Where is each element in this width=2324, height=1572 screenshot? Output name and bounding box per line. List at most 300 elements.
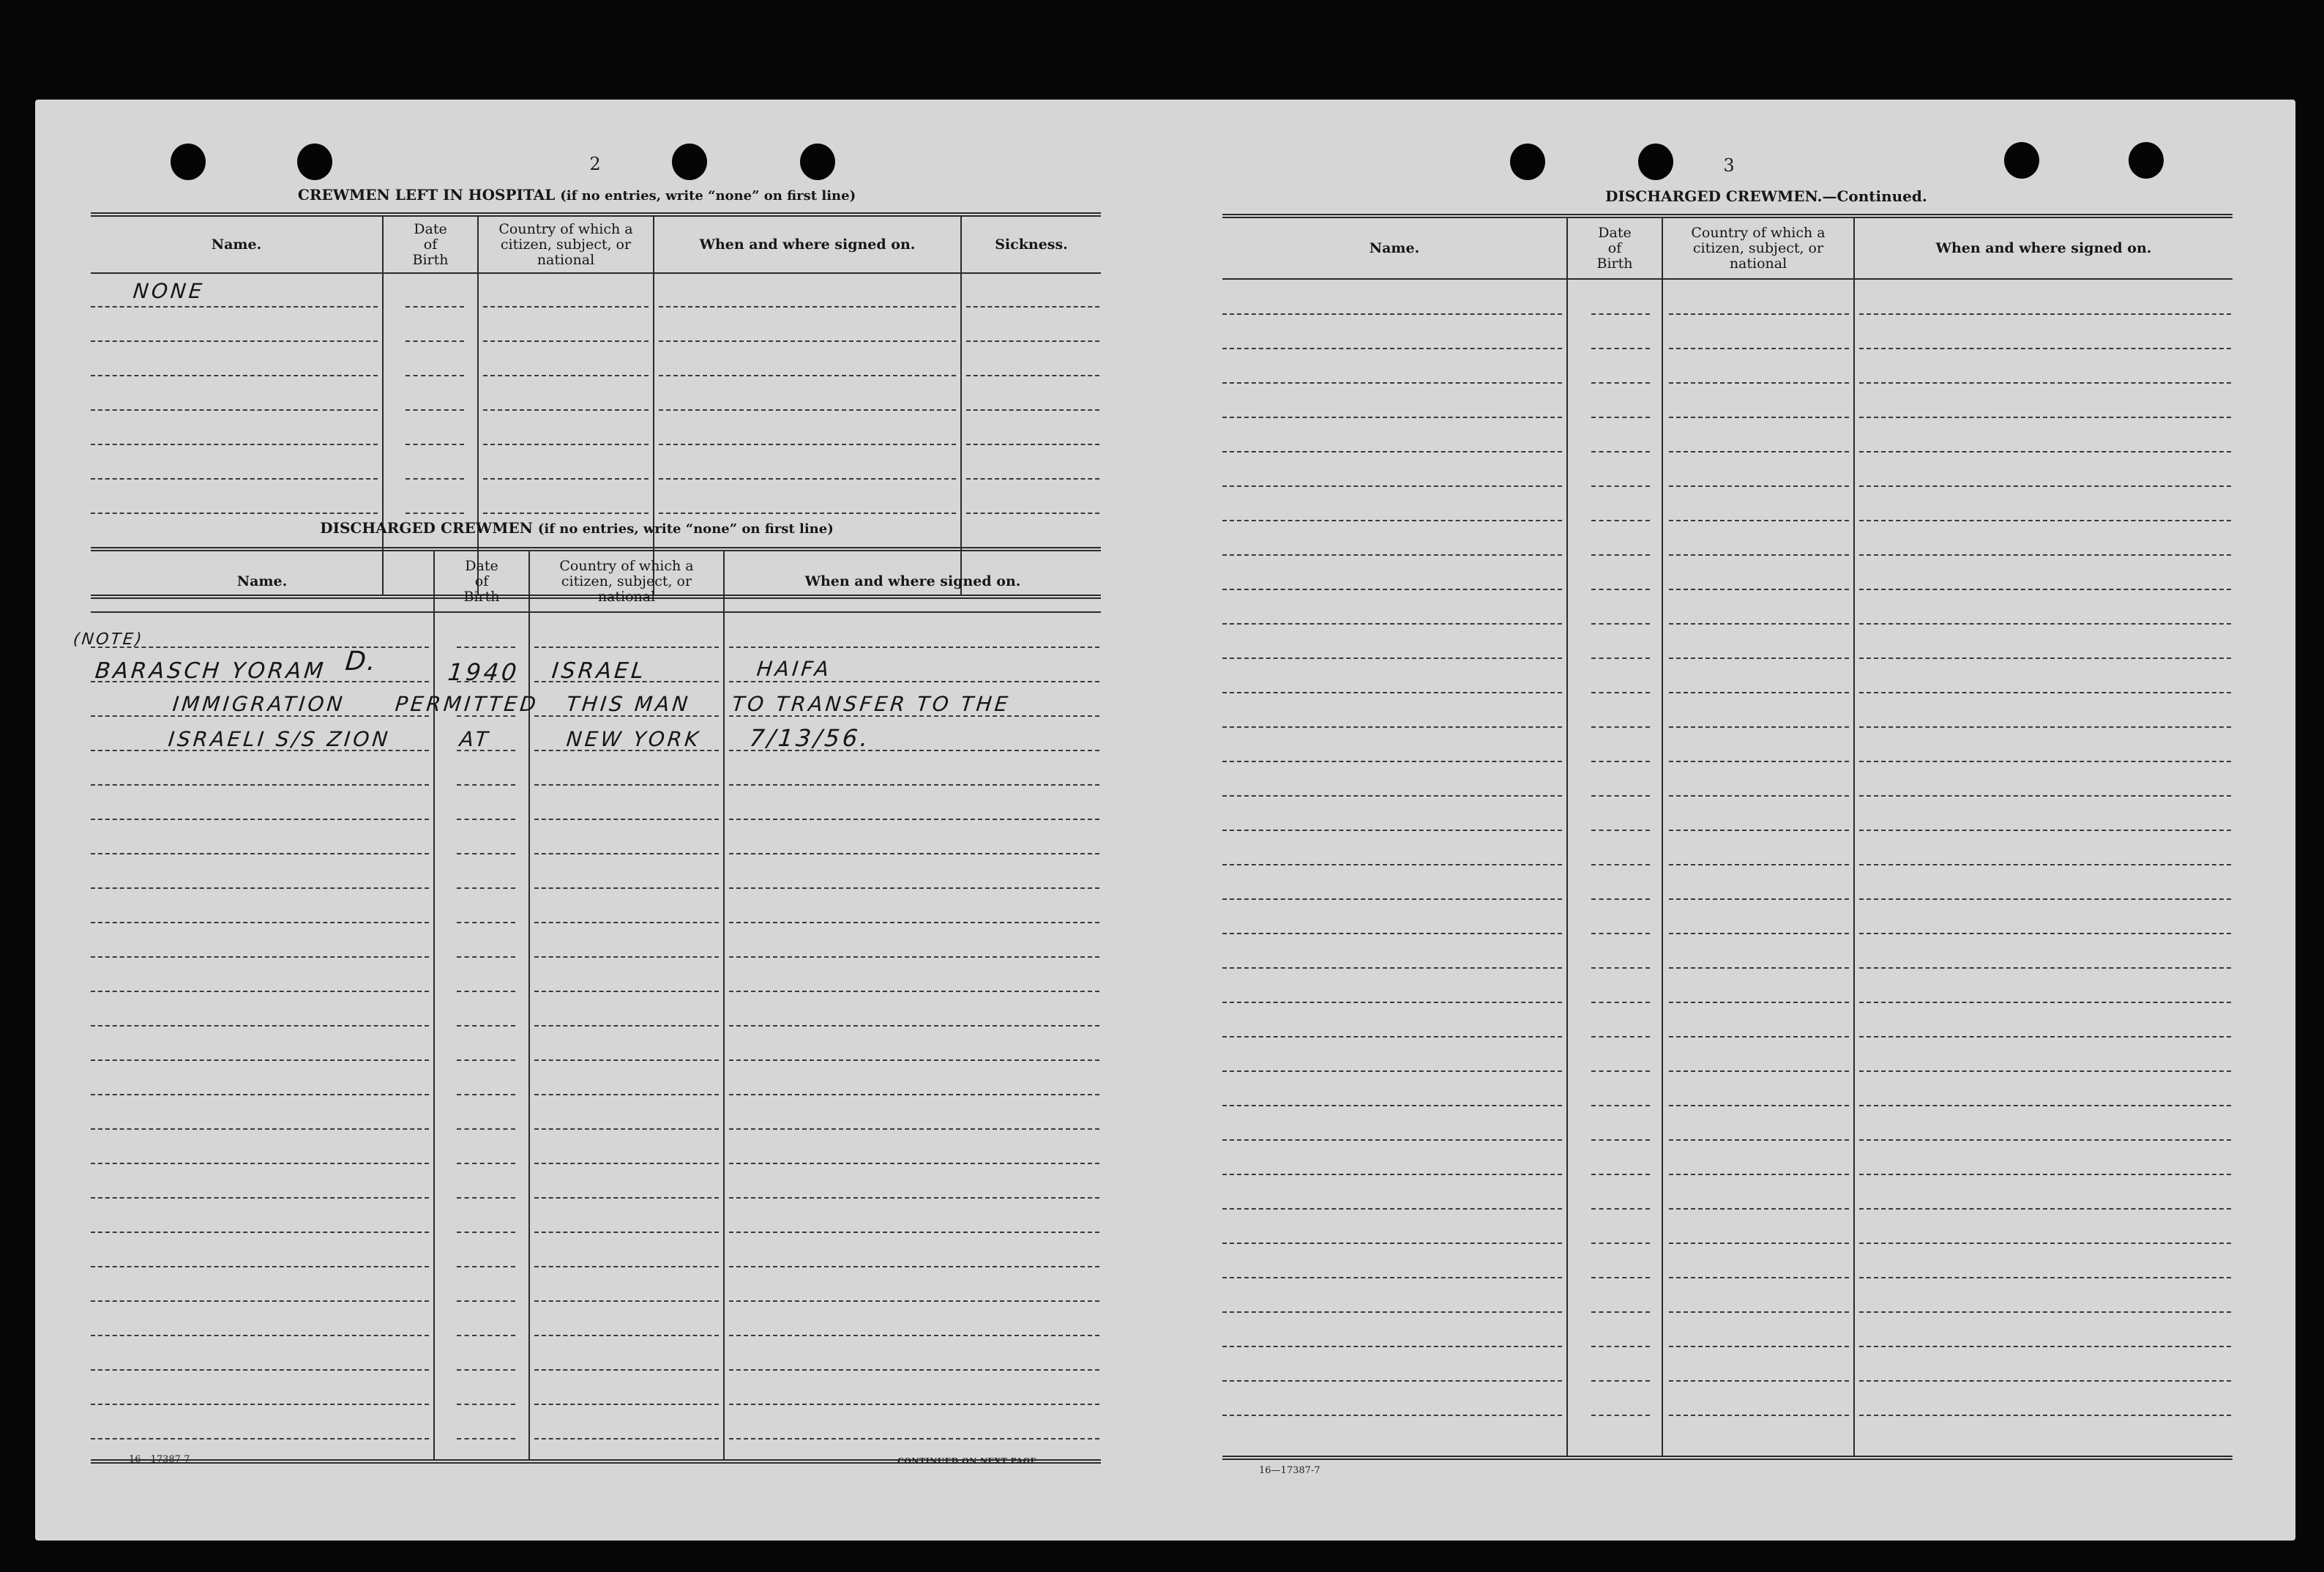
- ruling-line: [91, 340, 378, 342]
- ruling-line: [1222, 485, 1562, 487]
- binder-hole-icon: [2129, 142, 2164, 179]
- ruling-line: [1591, 1311, 1650, 1313]
- ruling-line: [457, 956, 515, 958]
- ruling-line: [91, 1163, 429, 1164]
- ruling-line: [729, 1094, 1099, 1095]
- ruling-line: [1591, 382, 1650, 384]
- ruling-line: [729, 853, 1099, 854]
- ruling-line: [729, 784, 1099, 786]
- ruling-line: [1669, 1346, 1849, 1347]
- column-header-date-of-birth: Date of Birth: [463, 557, 500, 605]
- ruling-line: [91, 647, 429, 648]
- ruling-line: [1222, 1070, 1562, 1072]
- ruling-line: [1859, 1277, 2231, 1278]
- ruling-line: [729, 1266, 1099, 1267]
- ruling-line: [457, 1404, 515, 1405]
- ruling-line: [1859, 1174, 2231, 1175]
- ruling-line: [457, 991, 515, 992]
- ruling-line: [1222, 417, 1562, 418]
- ruling-line: [659, 478, 956, 480]
- ruling-line: [1222, 1036, 1562, 1038]
- page-number-left: 2: [589, 154, 601, 174]
- ruling-line: [729, 1438, 1099, 1439]
- ruling-line: [1859, 382, 2231, 384]
- ruling-line: [534, 784, 719, 786]
- ruling-line: [91, 1300, 429, 1302]
- ruling-line: [1222, 451, 1562, 452]
- ruling-line: [483, 444, 649, 445]
- ruling-line: [91, 444, 378, 445]
- ruling-line: [91, 375, 378, 376]
- ruling-line: [1222, 898, 1562, 900]
- ruling-line: [729, 715, 1099, 717]
- ruling-line: [1591, 1208, 1650, 1210]
- ruling-line: [1222, 1002, 1562, 1003]
- ruling-line: [457, 1197, 515, 1199]
- ruling-line: [534, 715, 719, 717]
- ruling-line: [1591, 1174, 1650, 1175]
- ruling-line: [483, 306, 649, 308]
- ruling-line: [1222, 1139, 1562, 1141]
- ruling-line: [966, 375, 1099, 376]
- ruling-line: [534, 1094, 719, 1095]
- ruling-line: [483, 513, 649, 514]
- form-paper: [35, 100, 2295, 1541]
- discharged-continued-title: DISCHARGED CREWMEN.—Continued.: [1605, 187, 1927, 205]
- ruling-line: [1591, 864, 1650, 865]
- column-header-signed-on: When and where signed on.: [699, 236, 916, 253]
- ruling-line: [1669, 623, 1849, 625]
- ruling-line: [1859, 1036, 2231, 1038]
- ruling-line: [1591, 485, 1650, 487]
- ruling-line: [1669, 485, 1849, 487]
- discharged-section-title: [90, 519, 1064, 537]
- ruling-line: [457, 922, 515, 923]
- note-label: (NOTE): [72, 630, 145, 649]
- ruling-line: [457, 1025, 515, 1027]
- column-header-name: Name.: [1369, 239, 1420, 256]
- ruling-line: [91, 478, 378, 480]
- ruling-line: [91, 1438, 429, 1439]
- ruling-line: [1222, 967, 1562, 969]
- ruling-line: [1859, 1002, 2231, 1003]
- ruling-line: [406, 444, 464, 445]
- ruling-line: [1222, 933, 1562, 934]
- ruling-line: [1591, 726, 1650, 728]
- ruling-line: [1222, 830, 1562, 831]
- ruling-line: [1859, 1415, 2231, 1416]
- ruling-line: [534, 1163, 719, 1164]
- discharged-title-text: DISCHARGED CREWMEN: [320, 519, 533, 537]
- ruling-line: [1669, 348, 1849, 349]
- ruling-line: [1859, 1070, 2231, 1072]
- ruling-line: [457, 1438, 515, 1439]
- ruling-line: [91, 1197, 429, 1199]
- ruling-line: [1859, 417, 2231, 418]
- ruling-line: [457, 1163, 515, 1164]
- note-line-1-part-2: PERMITTED: [394, 692, 540, 716]
- ruling-line: [1859, 1208, 2231, 1210]
- ruling-line: [1859, 451, 2231, 452]
- ruling-line: [1669, 1243, 1849, 1244]
- note-line-2-part-1: ISRAELI S/S ZION: [167, 727, 392, 751]
- ruling-line: [1591, 1002, 1650, 1003]
- ruling-line: [534, 1232, 719, 1233]
- ruling-line: [1669, 451, 1849, 452]
- binder-hole-icon: [2004, 142, 2039, 179]
- discharged-subtitle-text: (if no entries, write “none” on first line): [537, 521, 834, 537]
- note-line-2-part-4: 7/13/56.: [748, 724, 873, 752]
- ruling-line: [534, 1197, 719, 1199]
- binder-hole-icon: [1510, 144, 1545, 180]
- ruling-line: [1591, 1105, 1650, 1106]
- ruling-line: [729, 647, 1099, 648]
- ruling-line: [1859, 864, 2231, 865]
- ruling-line: [91, 887, 429, 889]
- ruling-line: [1222, 1311, 1562, 1313]
- ruling-line: [1669, 554, 1849, 556]
- binder-hole-icon: [800, 144, 835, 180]
- ruling-line: [457, 1300, 515, 1302]
- ruling-line: [91, 853, 429, 854]
- binder-hole-icon: [672, 144, 707, 180]
- ruling-line: [406, 478, 464, 480]
- ruling-line: [1669, 692, 1849, 693]
- hospital-table: [91, 212, 1101, 599]
- ruling-line: [1669, 1002, 1849, 1003]
- ruling-line: [1591, 451, 1650, 452]
- column-header-country: Country of which a citizen, subject, or national: [559, 557, 694, 605]
- ruling-line: [1669, 1380, 1849, 1382]
- crewman-initials: D.: [343, 647, 379, 677]
- ruling-line: [457, 1059, 515, 1061]
- ruling-line: [457, 1128, 515, 1130]
- ruling-line: [406, 375, 464, 376]
- ruling-line: [1859, 933, 2231, 934]
- ruling-line: [534, 1128, 719, 1130]
- ruling-line: [1591, 1243, 1650, 1244]
- ruling-line: [1591, 1415, 1650, 1416]
- continued-note: CONTINUED ON NEXT PAGE.: [897, 1456, 1040, 1466]
- ruling-line: [91, 715, 429, 717]
- ruling-line: [1669, 417, 1849, 418]
- ruling-line: [1669, 658, 1849, 659]
- crewman-signed-on: HAIFA: [755, 657, 833, 681]
- ruling-line: [729, 1128, 1099, 1130]
- ruling-line: [1859, 1380, 2231, 1382]
- ruling-line: [1591, 967, 1650, 969]
- ruling-line: [457, 819, 515, 820]
- ruling-line: [966, 340, 1099, 342]
- crewman-name: BARASCH YORAM: [94, 658, 328, 684]
- ruling-line: [729, 991, 1099, 992]
- ruling-line: [1669, 830, 1849, 831]
- ruling-line: [1591, 313, 1650, 315]
- discharged-continued-table: [1222, 214, 2233, 1460]
- ruling-line: [1859, 589, 2231, 590]
- ruling-line: [483, 340, 649, 342]
- ruling-line: [729, 922, 1099, 923]
- ruling-line: [91, 819, 429, 820]
- ruling-line: [483, 409, 649, 411]
- ruling-line: [659, 444, 956, 445]
- binder-hole-icon: [1638, 144, 1673, 180]
- ruling-line: [1669, 1070, 1849, 1072]
- ruling-line: [1591, 761, 1650, 762]
- ruling-line: [1222, 692, 1562, 693]
- ruling-line: [966, 306, 1099, 308]
- column-header-signed-on: When and where signed on.: [804, 573, 1021, 589]
- ruling-line: [1669, 864, 1849, 865]
- ruling-line: [534, 1025, 719, 1027]
- binder-hole-icon: [171, 144, 206, 180]
- ruling-line: [91, 1059, 429, 1061]
- ruling-line: [483, 478, 649, 480]
- ruling-line: [534, 1059, 719, 1061]
- ruling-line: [1669, 589, 1849, 590]
- ruling-line: [1591, 830, 1650, 831]
- ruling-line: [91, 956, 429, 958]
- ruling-line: [1859, 898, 2231, 900]
- ruling-line: [1222, 1415, 1562, 1416]
- ruling-line: [1591, 933, 1650, 934]
- note-line-2-part-2: AT: [458, 727, 492, 751]
- column-header-signed-on: When and where signed on.: [1935, 239, 2152, 256]
- ruling-line: [966, 513, 1099, 514]
- ruling-line: [91, 750, 429, 751]
- ruling-line: [1859, 623, 2231, 625]
- ruling-line: [406, 513, 464, 514]
- ruling-line: [1591, 348, 1650, 349]
- ruling-line: [1669, 1277, 1849, 1278]
- ruling-line: [1591, 1277, 1650, 1278]
- ruling-line: [966, 478, 1099, 480]
- ruling-line: [1591, 1070, 1650, 1072]
- ruling-line: [457, 715, 515, 717]
- ruling-line: [729, 819, 1099, 820]
- ruling-line: [1669, 1139, 1849, 1141]
- ruling-line: [1859, 554, 2231, 556]
- hospital-section-title: [90, 186, 1064, 204]
- crewman-date-of-birth: 1940: [447, 658, 521, 686]
- ruling-line: [534, 750, 719, 751]
- ruling-line: [1669, 933, 1849, 934]
- ruling-line: [457, 1335, 515, 1336]
- hospital-entry-none: NONE: [132, 279, 206, 303]
- ruling-line: [91, 922, 429, 923]
- ruling-line: [1591, 898, 1650, 900]
- ruling-line: [457, 1369, 515, 1371]
- ruling-line: [91, 1404, 429, 1405]
- ruling-line: [534, 819, 719, 820]
- ruling-line: [1859, 520, 2231, 521]
- ruling-line: [1669, 898, 1849, 900]
- ruling-line: [729, 1335, 1099, 1336]
- ruling-line: [966, 409, 1099, 411]
- ruling-line: [1859, 967, 2231, 969]
- ruling-line: [457, 1094, 515, 1095]
- ruling-line: [91, 681, 429, 682]
- ruling-line: [534, 887, 719, 889]
- discharged-table: [72, 547, 1101, 1464]
- column-header-date-of-birth: Date of Birth: [412, 220, 449, 268]
- ruling-line: [1859, 830, 2231, 831]
- ruling-line: [1222, 554, 1562, 556]
- ruling-line: [729, 1232, 1099, 1233]
- ruling-line: [534, 1438, 719, 1439]
- crewman-country: ISRAEL: [550, 658, 648, 684]
- ruling-line: [1591, 1346, 1650, 1347]
- ruling-line: [457, 681, 515, 682]
- column-header-name: Name.: [236, 573, 288, 589]
- ruling-line: [91, 784, 429, 786]
- ruling-line: [91, 1335, 429, 1336]
- note-line-1-part-3: THIS MAN: [565, 692, 692, 716]
- ruling-line: [91, 1128, 429, 1130]
- ruling-line: [91, 513, 378, 514]
- ruling-line: [729, 956, 1099, 958]
- ruling-line: [1222, 1174, 1562, 1175]
- ruling-line: [1222, 761, 1562, 762]
- ruling-line: [91, 1025, 429, 1027]
- ruling-line: [1859, 1105, 2231, 1106]
- hospital-title-text: CREWMEN LEFT IN HOSPITAL: [297, 186, 556, 204]
- ruling-line: [457, 853, 515, 854]
- ruling-line: [534, 1266, 719, 1267]
- ruling-line: [1591, 554, 1650, 556]
- ruling-line: [1669, 313, 1849, 315]
- ruling-line: [1669, 761, 1849, 762]
- note-line-1-part-4: TO TRANSFER TO THE: [731, 692, 1012, 716]
- ruling-line: [534, 1404, 719, 1405]
- ruling-line: [91, 306, 378, 308]
- ruling-line: [1669, 1311, 1849, 1313]
- ruling-line: [1591, 417, 1650, 418]
- ruling-line: [534, 956, 719, 958]
- ruling-line: [729, 1369, 1099, 1371]
- column-header-country: Country of which a citizen, subject, or national: [498, 220, 633, 268]
- ruling-line: [1591, 623, 1650, 625]
- ruling-line: [1222, 1243, 1562, 1244]
- ruling-line: [1859, 1139, 2231, 1141]
- ruling-line: [1222, 1105, 1562, 1106]
- ruling-line: [729, 681, 1099, 682]
- ruling-line: [91, 991, 429, 992]
- ruling-line: [1222, 1277, 1562, 1278]
- ruling-line: [729, 887, 1099, 889]
- ruling-line: [1222, 1380, 1562, 1382]
- ruling-line: [966, 444, 1099, 445]
- ruling-line: [659, 340, 956, 342]
- note-line-2-part-3: NEW YORK: [565, 727, 703, 751]
- ruling-line: [534, 647, 719, 648]
- ruling-line: [729, 1300, 1099, 1302]
- ruling-line: [1222, 726, 1562, 728]
- ruling-line: [659, 306, 956, 308]
- ruling-line: [659, 409, 956, 411]
- ruling-line: [659, 513, 956, 514]
- ruling-line: [1669, 726, 1849, 728]
- ruling-line: [1859, 1243, 2231, 1244]
- form-number-right: 16—17387-7: [1259, 1465, 1320, 1476]
- ruling-line: [1222, 658, 1562, 659]
- ruling-line: [457, 750, 515, 751]
- ruling-line: [1669, 795, 1849, 797]
- ruling-line: [1222, 589, 1562, 590]
- ruling-line: [91, 1232, 429, 1233]
- note-line-1-part-1: IMMIGRATION: [171, 692, 347, 716]
- ruling-line: [91, 1369, 429, 1371]
- ruling-line: [1669, 967, 1849, 969]
- ruling-line: [1669, 1174, 1849, 1175]
- ruling-line: [1222, 1208, 1562, 1210]
- ruling-line: [729, 1025, 1099, 1027]
- ruling-line: [1669, 1415, 1849, 1416]
- ruling-line: [483, 375, 649, 376]
- ruling-line: [1222, 864, 1562, 865]
- ruling-line: [1859, 795, 2231, 797]
- ruling-line: [1859, 726, 2231, 728]
- binder-hole-icon: [297, 144, 332, 180]
- ruling-line: [1222, 313, 1562, 315]
- ruling-line: [534, 853, 719, 854]
- ruling-line: [457, 784, 515, 786]
- ruling-line: [1222, 1346, 1562, 1347]
- ruling-line: [457, 887, 515, 889]
- ruling-line: [534, 922, 719, 923]
- ruling-line: [457, 1232, 515, 1233]
- ruling-line: [729, 1059, 1099, 1061]
- ruling-line: [1222, 348, 1562, 349]
- ruling-line: [1591, 1139, 1650, 1141]
- hospital-subtitle-text: (if no entries, write “none” on first line): [560, 188, 856, 204]
- ruling-line: [1222, 795, 1562, 797]
- ruling-line: [534, 1369, 719, 1371]
- ruling-line: [1859, 485, 2231, 487]
- ruling-line: [1669, 1208, 1849, 1210]
- ruling-line: [406, 409, 464, 411]
- column-header-country: Country of which a citizen, subject, or national: [1691, 224, 1826, 272]
- ruling-line: [1859, 1346, 2231, 1347]
- ruling-line: [1859, 692, 2231, 693]
- ruling-line: [1669, 382, 1849, 384]
- column-header-date-of-birth: Date of Birth: [1596, 224, 1633, 272]
- ruling-line: [457, 1266, 515, 1267]
- ruling-line: [406, 306, 464, 308]
- ruling-line: [1222, 520, 1562, 521]
- ruling-line: [1591, 1036, 1650, 1038]
- ruling-line: [1222, 382, 1562, 384]
- ruling-line: [1591, 520, 1650, 521]
- ruling-line: [1859, 658, 2231, 659]
- ruling-line: [91, 409, 378, 411]
- ruling-line: [1859, 1311, 2231, 1313]
- ruling-line: [1591, 1380, 1650, 1382]
- ruling-line: [1859, 348, 2231, 349]
- ruling-line: [659, 375, 956, 376]
- ruling-line: [534, 1300, 719, 1302]
- ruling-line: [1669, 1105, 1849, 1106]
- ruling-line: [406, 340, 464, 342]
- ruling-line: [91, 1094, 429, 1095]
- column-header-name: Name.: [211, 236, 262, 253]
- ruling-line: [729, 1197, 1099, 1199]
- form-number-left: 16—17387-7: [129, 1454, 190, 1465]
- ruling-line: [457, 647, 515, 648]
- ruling-line: [729, 1163, 1099, 1164]
- ruling-line: [1591, 589, 1650, 590]
- page-number-right: 3: [1723, 155, 1735, 176]
